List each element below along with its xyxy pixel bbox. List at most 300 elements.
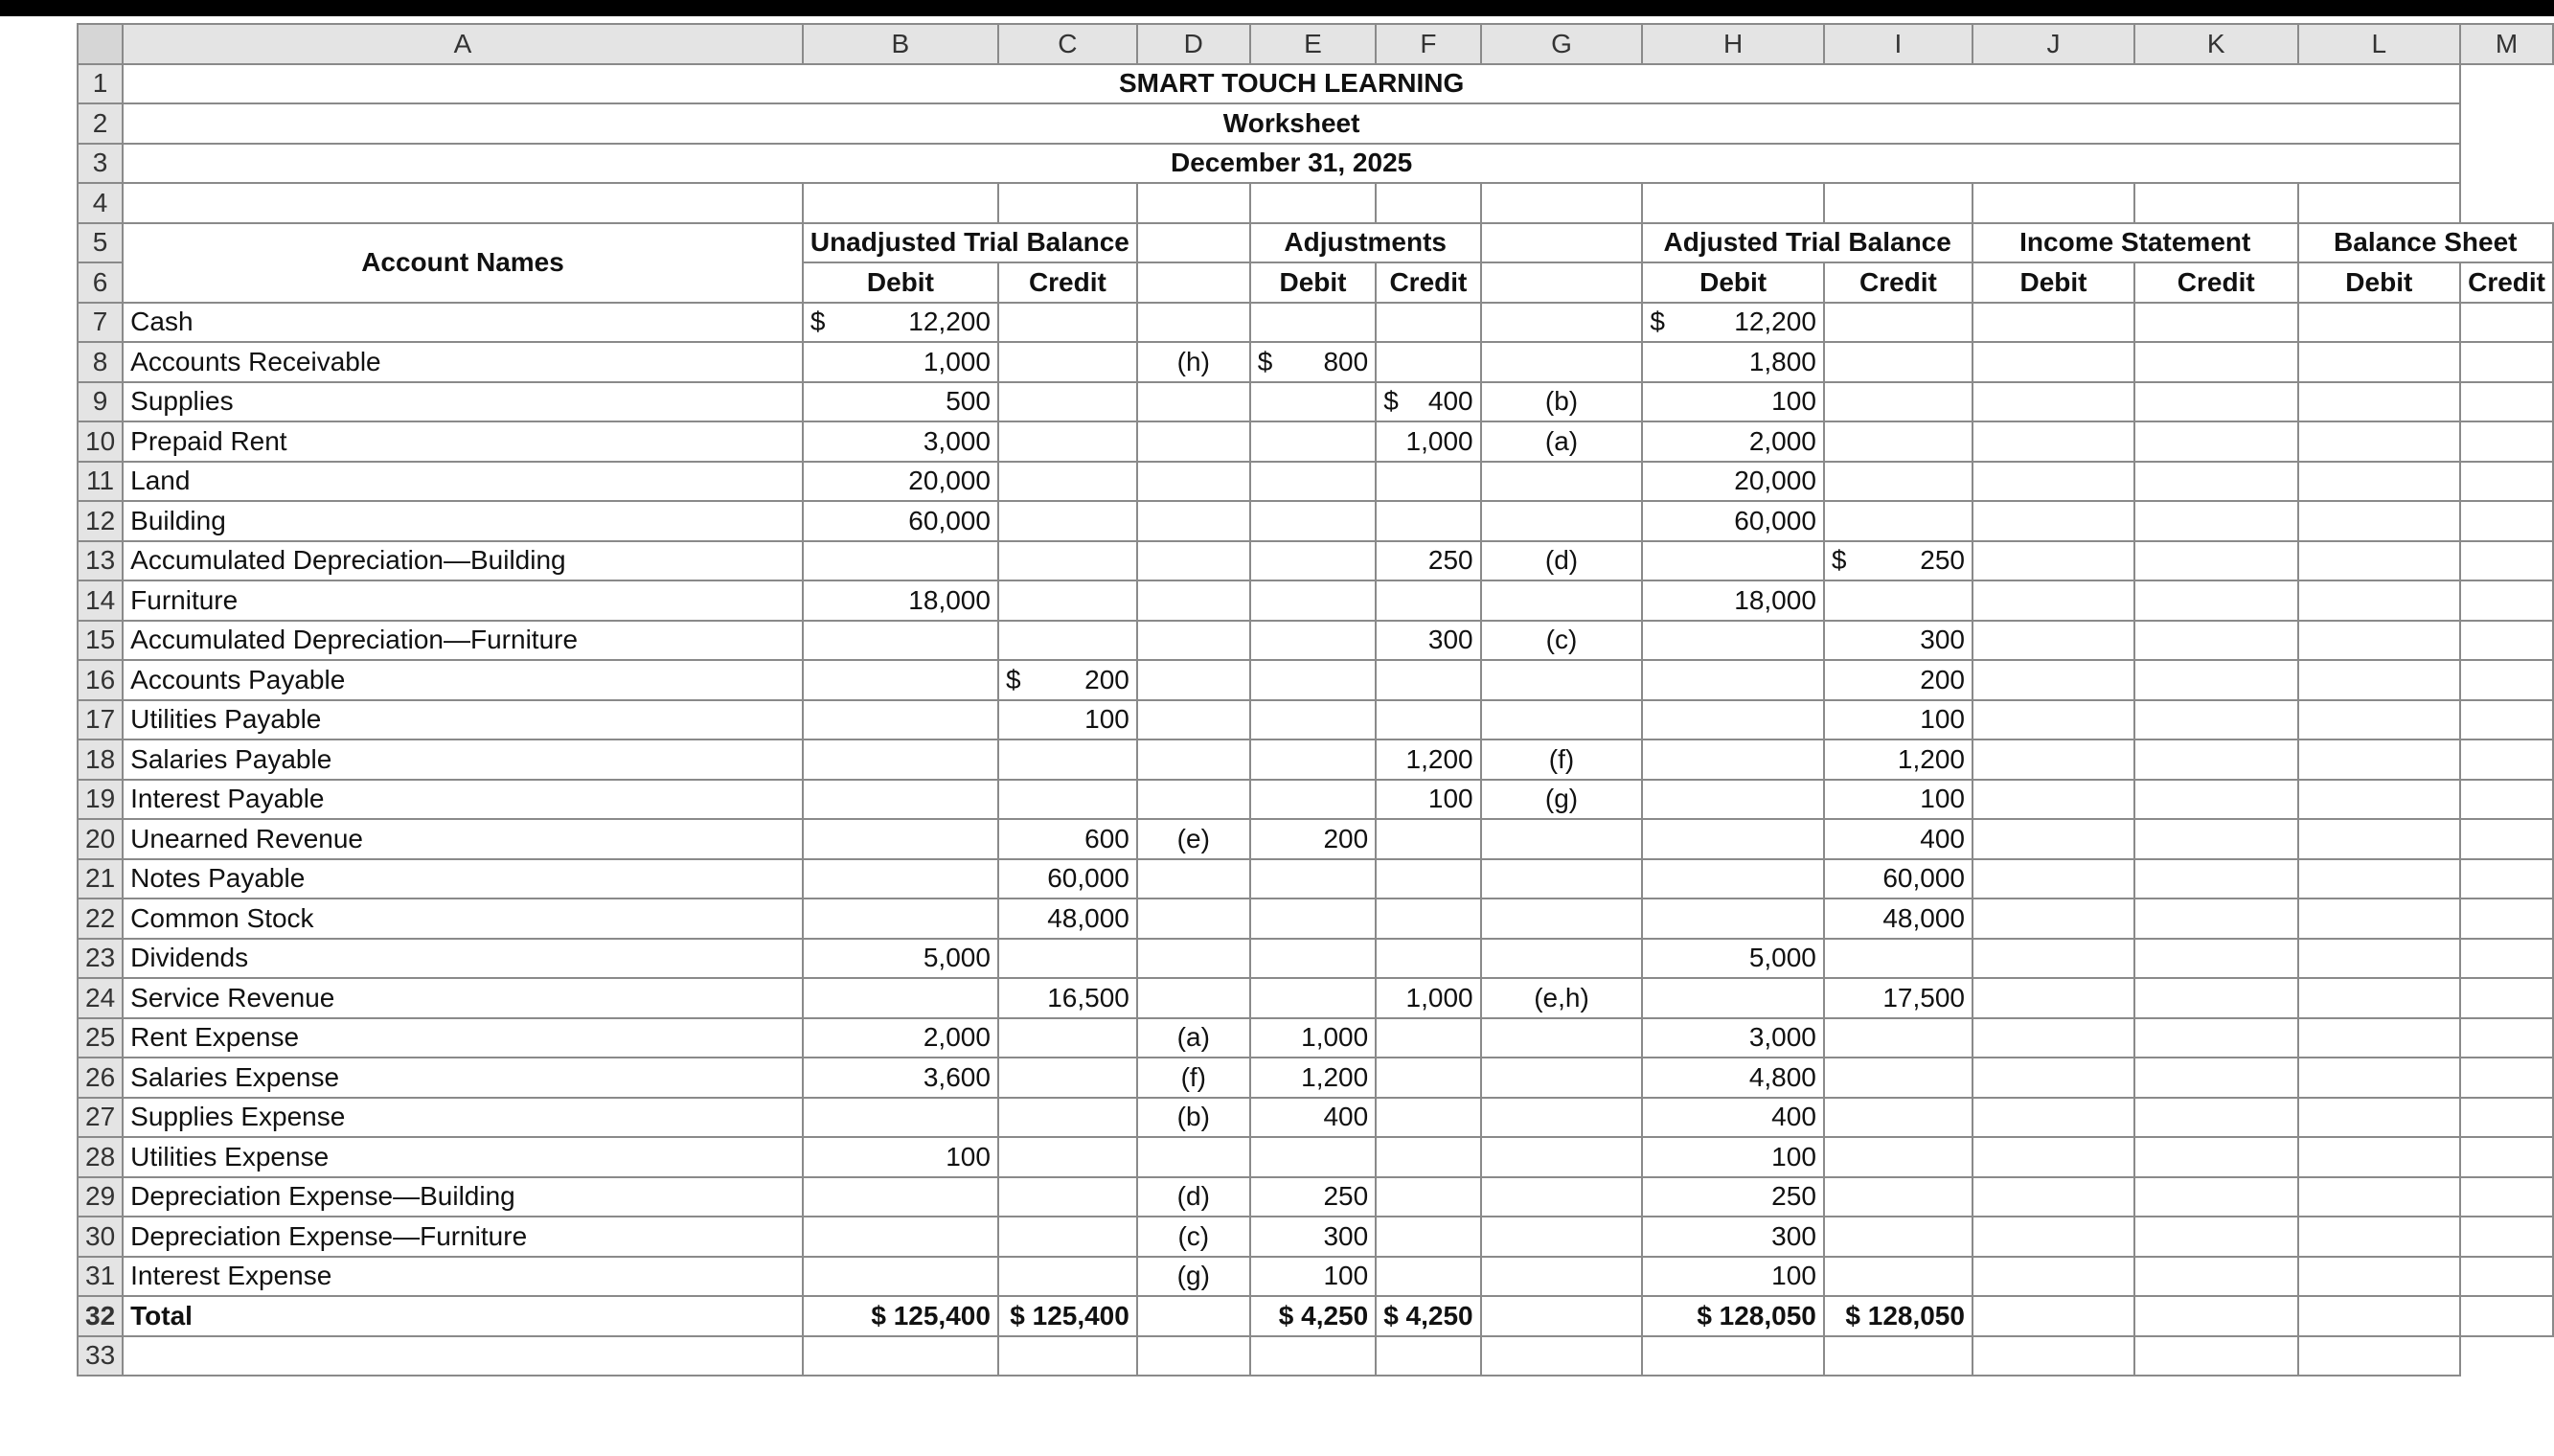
blank-cell[interactable] — [2460, 1137, 2553, 1177]
adjustment-ref-cell[interactable] — [1137, 1217, 1250, 1257]
total-unadjusted-debit[interactable] — [803, 1296, 998, 1336]
blank-cell[interactable] — [2298, 819, 2461, 859]
row-header[interactable]: 10 — [78, 421, 123, 462]
blank-cell[interactable] — [1973, 978, 2134, 1018]
adjustments-credit-cell[interactable] — [1376, 819, 1480, 859]
blank-cell[interactable] — [2460, 621, 2553, 661]
account-name-cell[interactable] — [123, 580, 803, 621]
account-name-cell[interactable] — [123, 739, 803, 780]
blank-cell[interactable] — [2460, 1177, 2553, 1217]
column-header-c[interactable]: C — [998, 24, 1137, 64]
row-header[interactable]: 26 — [78, 1058, 123, 1098]
blank-cell[interactable] — [2298, 660, 2461, 700]
blank-cell[interactable] — [2134, 700, 2298, 740]
adjustment-ref-cell[interactable] — [1137, 1137, 1250, 1177]
adjusted-credit-header[interactable] — [1824, 262, 1973, 303]
blank-cell[interactable] — [2460, 1058, 2553, 1098]
column-header-g[interactable]: G — [1481, 24, 1643, 64]
blank-cell[interactable] — [1973, 700, 2134, 740]
account-name-cell[interactable] — [123, 1058, 803, 1098]
unadjusted-debit-cell[interactable] — [803, 978, 998, 1018]
adjustment-ref-cell[interactable] — [1481, 303, 1643, 343]
adjusted-debit-cell[interactable] — [1642, 1098, 1824, 1138]
adjustments-credit-cell[interactable] — [1376, 421, 1480, 462]
blank-cell[interactable] — [2134, 978, 2298, 1018]
row-header[interactable]: 22 — [78, 899, 123, 939]
blank-cell[interactable] — [2298, 1058, 2461, 1098]
blank-cell[interactable] — [2134, 342, 2298, 382]
adjusted-debit-cell[interactable] — [1642, 1257, 1824, 1297]
account-name-cell[interactable] — [123, 899, 803, 939]
total-unadjusted-credit[interactable] — [998, 1296, 1137, 1336]
adjusted-credit-cell[interactable] — [1824, 382, 1973, 422]
blank-cell[interactable] — [2298, 700, 2461, 740]
blank-cell[interactable] — [2134, 1336, 2298, 1376]
adjustments-debit-cell[interactable] — [1250, 660, 1376, 700]
blank-cell[interactable] — [2460, 660, 2553, 700]
blank-cell[interactable] — [2298, 1098, 2461, 1138]
blank-cell[interactable] — [2134, 541, 2298, 581]
blank-cell[interactable] — [2134, 1058, 2298, 1098]
row-header[interactable]: 11 — [78, 462, 123, 502]
adjusted-credit-cell[interactable] — [1824, 621, 1973, 661]
row-header[interactable]: 20 — [78, 819, 123, 859]
blank-cell[interactable] — [2134, 621, 2298, 661]
blank-cell[interactable] — [2460, 859, 2553, 899]
blank-cell[interactable] — [2134, 660, 2298, 700]
blank-cell[interactable] — [2298, 939, 2461, 979]
adjustments-debit-cell[interactable] — [1250, 899, 1376, 939]
adjustment-ref-cell[interactable] — [1137, 780, 1250, 820]
unadjusted-credit-cell[interactable] — [998, 501, 1137, 541]
row-header[interactable]: 21 — [78, 859, 123, 899]
adjustment-ref-cell[interactable] — [1481, 660, 1643, 700]
unadjusted-debit-cell[interactable] — [803, 1058, 998, 1098]
unadjusted-credit-cell[interactable] — [998, 342, 1137, 382]
blank-cell[interactable] — [2134, 501, 2298, 541]
adjustments-debit-cell[interactable] — [1250, 739, 1376, 780]
blank-cell[interactable] — [1973, 739, 2134, 780]
adjustments-debit-cell[interactable] — [1250, 501, 1376, 541]
blank-cell[interactable] — [1137, 223, 1250, 263]
row-header[interactable]: 2 — [78, 103, 123, 144]
adjustment-ref-cell[interactable] — [1481, 700, 1643, 740]
adjustments-credit-cell[interactable] — [1376, 1098, 1480, 1138]
adjustments-debit-cell[interactable] — [1250, 421, 1376, 462]
select-all-corner[interactable] — [78, 24, 123, 64]
adjusted-debit-cell[interactable] — [1642, 1058, 1824, 1098]
adjustments-debit-cell[interactable] — [1250, 978, 1376, 1018]
blank-cell[interactable] — [2134, 1296, 2298, 1336]
adjusted-debit-cell[interactable] — [1642, 501, 1824, 541]
adjustments-credit-cell[interactable] — [1376, 859, 1480, 899]
adjusted-debit-cell[interactable] — [1642, 541, 1824, 581]
adjusted-debit-cell[interactable] — [1642, 421, 1824, 462]
row-header[interactable]: 19 — [78, 780, 123, 820]
adjustments-debit-cell[interactable] — [1250, 1137, 1376, 1177]
blank-cell[interactable] — [2134, 859, 2298, 899]
blank-cell[interactable] — [2134, 780, 2298, 820]
adjustment-ref-cell[interactable] — [1137, 462, 1250, 502]
blank-cell[interactable] — [2298, 1137, 2461, 1177]
unadjusted-credit-cell[interactable] — [998, 382, 1137, 422]
blank-cell[interactable] — [1973, 303, 2134, 343]
blank-cell[interactable] — [1137, 1336, 1250, 1376]
unadjusted-credit-cell[interactable] — [998, 1058, 1137, 1098]
unadjusted-credit-cell[interactable] — [998, 780, 1137, 820]
adjusted-credit-cell[interactable] — [1824, 342, 1973, 382]
adjustment-ref-cell[interactable] — [1137, 1058, 1250, 1098]
blank-cell[interactable] — [1973, 462, 2134, 502]
column-header-a[interactable]: A — [123, 24, 803, 64]
blank-cell[interactable] — [1481, 262, 1643, 303]
adjustment-ref-cell[interactable] — [1481, 899, 1643, 939]
adjustments-debit-cell[interactable] — [1250, 780, 1376, 820]
balance-credit-header[interactable] — [2460, 262, 2553, 303]
blank-cell[interactable] — [2298, 859, 2461, 899]
adjusted-credit-cell[interactable] — [1824, 939, 1973, 979]
blank-cell[interactable] — [1973, 819, 2134, 859]
blank-cell[interactable] — [2460, 462, 2553, 502]
blank-cell[interactable] — [2134, 183, 2298, 223]
blank-cell[interactable] — [2134, 939, 2298, 979]
account-name-cell[interactable] — [123, 303, 803, 343]
account-name-cell[interactable] — [123, 1257, 803, 1297]
adjusted-credit-cell[interactable] — [1824, 1058, 1973, 1098]
adjusted-credit-cell[interactable] — [1824, 1217, 1973, 1257]
adjustment-ref-cell[interactable] — [1137, 939, 1250, 979]
column-header-m[interactable]: M — [2460, 24, 2553, 64]
adjustments-credit-cell[interactable] — [1376, 660, 1480, 700]
adjustment-ref-cell[interactable] — [1481, 1058, 1643, 1098]
adjustments-credit-cell[interactable] — [1376, 580, 1480, 621]
adjustment-ref-cell[interactable] — [1481, 739, 1643, 780]
adjustments-debit-cell[interactable] — [1250, 462, 1376, 502]
adjustment-ref-cell[interactable] — [1481, 1257, 1643, 1297]
total-adjusted-credit[interactable] — [1824, 1296, 1973, 1336]
blank-cell[interactable] — [2298, 382, 2461, 422]
income-credit-header[interactable] — [2134, 262, 2298, 303]
unadjusted-debit-cell[interactable] — [803, 780, 998, 820]
blank-cell[interactable] — [1973, 1217, 2134, 1257]
row-header[interactable]: 31 — [78, 1257, 123, 1297]
adjustments-credit-cell[interactable] — [1376, 1257, 1480, 1297]
unadjusted-credit-cell[interactable] — [998, 421, 1137, 462]
adjustments-debit-cell[interactable] — [1250, 342, 1376, 382]
adjusted-debit-cell[interactable] — [1642, 819, 1824, 859]
blank-cell[interactable] — [1481, 1336, 1643, 1376]
blank-cell[interactable] — [2460, 939, 2553, 979]
adjustments-debit-cell[interactable] — [1250, 859, 1376, 899]
blank-cell[interactable] — [803, 183, 998, 223]
blank-cell[interactable] — [1824, 1336, 1973, 1376]
unadjusted-debit-cell[interactable] — [803, 303, 998, 343]
adjusted-credit-cell[interactable] — [1824, 303, 1973, 343]
balance-sheet-header[interactable] — [2298, 223, 2553, 263]
adjustment-ref-cell[interactable] — [1481, 342, 1643, 382]
unadjusted-credit-cell[interactable] — [998, 739, 1137, 780]
blank-cell[interactable] — [2134, 1098, 2298, 1138]
adjustments-credit-cell[interactable] — [1376, 501, 1480, 541]
account-name-cell[interactable] — [123, 342, 803, 382]
adjustment-ref-cell[interactable] — [1137, 819, 1250, 859]
adjustments-credit-cell[interactable] — [1376, 939, 1480, 979]
account-name-cell[interactable] — [123, 700, 803, 740]
adjusted-debit-cell[interactable] — [1642, 939, 1824, 979]
blank-cell[interactable] — [2298, 1336, 2461, 1376]
unadjusted-debit-cell[interactable] — [803, 859, 998, 899]
blank-cell[interactable] — [2298, 1257, 2461, 1297]
adjusted-debit-cell[interactable] — [1642, 700, 1824, 740]
blank-cell[interactable] — [2298, 899, 2461, 939]
row-header[interactable]: 18 — [78, 739, 123, 780]
adjusted-credit-cell[interactable] — [1824, 580, 1973, 621]
adjusted-debit-cell[interactable] — [1642, 780, 1824, 820]
blank-cell[interactable] — [803, 1336, 998, 1376]
blank-cell[interactable] — [1973, 183, 2134, 223]
adjustments-credit-cell[interactable] — [1376, 1018, 1480, 1058]
row-header[interactable]: 25 — [78, 1018, 123, 1058]
account-name-cell[interactable] — [123, 541, 803, 581]
adjustment-ref-cell[interactable] — [1481, 819, 1643, 859]
adjustment-ref-cell[interactable] — [1481, 621, 1643, 661]
column-header-l[interactable]: L — [2298, 24, 2461, 64]
blank-cell[interactable] — [2134, 1217, 2298, 1257]
adjustment-ref-cell[interactable] — [1137, 342, 1250, 382]
unadjusted-credit-cell[interactable] — [998, 541, 1137, 581]
unadjusted-debit-cell[interactable] — [803, 1098, 998, 1138]
adjustments-credit-cell[interactable] — [1376, 621, 1480, 661]
adjustment-ref-cell[interactable] — [1481, 1018, 1643, 1058]
account-name-cell[interactable] — [123, 421, 803, 462]
blank-cell[interactable] — [998, 1336, 1137, 1376]
blank-cell[interactable] — [2134, 421, 2298, 462]
adjustments-credit-cell[interactable] — [1376, 1217, 1480, 1257]
row-header[interactable]: 14 — [78, 580, 123, 621]
row-header[interactable]: 4 — [78, 183, 123, 223]
adjustments-debit-header[interactable] — [1250, 262, 1376, 303]
adjustment-ref-cell[interactable] — [1481, 1177, 1643, 1217]
blank-cell[interactable] — [1481, 183, 1643, 223]
unadjusted-debit-cell[interactable] — [803, 1257, 998, 1297]
unadjusted-credit-cell[interactable] — [998, 1217, 1137, 1257]
blank-cell[interactable] — [2134, 1018, 2298, 1058]
blank-cell[interactable] — [2298, 978, 2461, 1018]
unadjusted-debit-cell[interactable] — [803, 541, 998, 581]
blank-cell[interactable] — [2298, 462, 2461, 502]
adjustment-ref-cell[interactable] — [1481, 421, 1643, 462]
blank-cell[interactable] — [2298, 621, 2461, 661]
adjustments-credit-cell[interactable] — [1376, 1177, 1480, 1217]
adjustment-ref-cell[interactable] — [1137, 978, 1250, 1018]
blank-cell[interactable] — [1824, 183, 1973, 223]
adjustments-credit-cell[interactable] — [1376, 303, 1480, 343]
adjusted-debit-cell[interactable] — [1642, 739, 1824, 780]
blank-cell[interactable] — [2298, 541, 2461, 581]
account-name-cell[interactable] — [123, 1137, 803, 1177]
blank-cell[interactable] — [1973, 580, 2134, 621]
title-company[interactable] — [123, 64, 2460, 104]
adjusted-debit-cell[interactable] — [1642, 859, 1824, 899]
blank-cell[interactable] — [2460, 580, 2553, 621]
unadjusted-credit-cell[interactable] — [998, 899, 1137, 939]
blank-cell[interactable] — [2134, 739, 2298, 780]
blank-cell[interactable] — [1973, 660, 2134, 700]
row-header[interactable]: 8 — [78, 342, 123, 382]
unadjusted-debit-cell[interactable] — [803, 462, 998, 502]
adjustment-ref-cell[interactable] — [1481, 501, 1643, 541]
blank-cell[interactable] — [1973, 621, 2134, 661]
unadjusted-debit-cell[interactable] — [803, 1137, 998, 1177]
adjustment-ref-cell[interactable] — [1137, 303, 1250, 343]
blank-cell[interactable] — [2298, 1177, 2461, 1217]
blank-cell[interactable] — [123, 1336, 803, 1376]
adjustments-debit-cell[interactable] — [1250, 1217, 1376, 1257]
column-header-k[interactable]: K — [2134, 24, 2298, 64]
adjustment-ref-cell[interactable] — [1137, 501, 1250, 541]
blank-cell[interactable] — [998, 183, 1137, 223]
unadjusted-credit-cell[interactable] — [998, 621, 1137, 661]
adjustment-ref-cell[interactable] — [1137, 700, 1250, 740]
adjustments-debit-cell[interactable] — [1250, 1098, 1376, 1138]
blank-cell[interactable] — [1642, 1336, 1824, 1376]
adjustments-credit-cell[interactable] — [1376, 382, 1480, 422]
unadjusted-credit-cell[interactable] — [998, 580, 1137, 621]
row-header[interactable]: 9 — [78, 382, 123, 422]
adjusted-credit-cell[interactable] — [1824, 1137, 1973, 1177]
adjustments-debit-cell[interactable] — [1250, 541, 1376, 581]
blank-cell[interactable] — [1376, 183, 1480, 223]
adjusted-credit-cell[interactable] — [1824, 819, 1973, 859]
adjusted-debit-cell[interactable] — [1642, 978, 1824, 1018]
adjusted-credit-cell[interactable] — [1824, 978, 1973, 1018]
adjustments-debit-cell[interactable] — [1250, 1018, 1376, 1058]
column-header-e[interactable]: E — [1250, 24, 1376, 64]
adjusted-debit-cell[interactable] — [1642, 621, 1824, 661]
blank-cell[interactable] — [1642, 183, 1824, 223]
blank-cell[interactable] — [1481, 223, 1643, 263]
blank-cell[interactable] — [1973, 382, 2134, 422]
adjustments-debit-cell[interactable] — [1250, 1058, 1376, 1098]
row-header[interactable]: 15 — [78, 621, 123, 661]
blank-cell[interactable] — [2134, 382, 2298, 422]
unadjusted-credit-cell[interactable] — [998, 1098, 1137, 1138]
blank-cell[interactable] — [2298, 501, 2461, 541]
adjustment-ref-cell[interactable] — [1137, 1177, 1250, 1217]
blank-cell[interactable] — [2298, 421, 2461, 462]
adjusted-debit-cell[interactable] — [1642, 342, 1824, 382]
unadjusted-debit-cell[interactable] — [803, 660, 998, 700]
account-name-cell[interactable] — [123, 859, 803, 899]
row-header[interactable]: 1 — [78, 64, 123, 104]
unadjusted-credit-cell[interactable] — [998, 660, 1137, 700]
adjusted-credit-cell[interactable] — [1824, 1257, 1973, 1297]
adjusted-credit-cell[interactable] — [1824, 1018, 1973, 1058]
account-name-cell[interactable] — [123, 819, 803, 859]
adjustment-ref-cell[interactable] — [1137, 660, 1250, 700]
adjustment-ref-cell[interactable] — [1481, 780, 1643, 820]
unadjusted-debit-cell[interactable] — [803, 899, 998, 939]
unadjusted-debit-cell[interactable] — [803, 621, 998, 661]
adjusted-debit-cell[interactable] — [1642, 660, 1824, 700]
blank-cell[interactable] — [2460, 342, 2553, 382]
blank-cell[interactable] — [2460, 303, 2553, 343]
blank-cell[interactable] — [2460, 1217, 2553, 1257]
blank-cell[interactable] — [2134, 899, 2298, 939]
row-header[interactable]: 23 — [78, 939, 123, 979]
adjusted-debit-cell[interactable] — [1642, 1018, 1824, 1058]
blank-cell[interactable] — [2460, 780, 2553, 820]
adjustment-ref-cell[interactable] — [1481, 382, 1643, 422]
column-header-j[interactable]: J — [1973, 24, 2134, 64]
blank-cell[interactable] — [1137, 262, 1250, 303]
blank-cell[interactable] — [2460, 382, 2553, 422]
blank-cell[interactable] — [1973, 421, 2134, 462]
blank-cell[interactable] — [1973, 899, 2134, 939]
blank-cell[interactable] — [1250, 183, 1376, 223]
adjusted-credit-cell[interactable] — [1824, 541, 1973, 581]
blank-cell[interactable] — [1973, 541, 2134, 581]
unadjusted-debit-cell[interactable] — [803, 421, 998, 462]
adjustment-ref-cell[interactable] — [1137, 1098, 1250, 1138]
unadjusted-credit-cell[interactable] — [998, 700, 1137, 740]
adjustments-header[interactable] — [1250, 223, 1481, 263]
blank-cell[interactable] — [2298, 303, 2461, 343]
account-names-header[interactable] — [123, 223, 803, 303]
column-header-d[interactable]: D — [1137, 24, 1250, 64]
adjustments-credit-cell[interactable] — [1376, 342, 1480, 382]
adjusted-debit-cell[interactable] — [1642, 1177, 1824, 1217]
blank-cell[interactable] — [1973, 859, 2134, 899]
account-name-cell[interactable] — [123, 382, 803, 422]
column-header-b[interactable]: B — [803, 24, 998, 64]
account-name-cell[interactable] — [123, 1217, 803, 1257]
adjustment-ref-cell[interactable] — [1137, 580, 1250, 621]
account-name-cell[interactable] — [123, 1177, 803, 1217]
total-adjusted-debit[interactable] — [1642, 1296, 1824, 1336]
blank-cell[interactable] — [2298, 739, 2461, 780]
adjustment-ref-cell[interactable] — [1481, 978, 1643, 1018]
blank-cell[interactable] — [2298, 1018, 2461, 1058]
blank-cell[interactable] — [1137, 1296, 1250, 1336]
adjusted-debit-cell[interactable] — [1642, 580, 1824, 621]
unadjusted-debit-cell[interactable] — [803, 819, 998, 859]
unadjusted-debit-cell[interactable] — [803, 1177, 998, 1217]
adjustments-debit-cell[interactable] — [1250, 621, 1376, 661]
unadjusted-debit-cell[interactable] — [803, 382, 998, 422]
adjustment-ref-cell[interactable] — [1137, 899, 1250, 939]
blank-cell[interactable] — [1973, 1257, 2134, 1297]
income-debit-header[interactable] — [1973, 262, 2134, 303]
blank-cell[interactable] — [2460, 978, 2553, 1018]
row-header[interactable]: 27 — [78, 1098, 123, 1138]
adjusted-debit-cell[interactable] — [1642, 1217, 1824, 1257]
balance-debit-header[interactable] — [2298, 262, 2461, 303]
blank-cell[interactable] — [2298, 780, 2461, 820]
adjustment-ref-cell[interactable] — [1137, 541, 1250, 581]
adjustments-credit-header[interactable] — [1376, 262, 1480, 303]
blank-cell[interactable] — [2298, 1296, 2461, 1336]
blank-cell[interactable] — [2134, 303, 2298, 343]
blank-cell[interactable] — [2298, 580, 2461, 621]
unadjusted-debit-cell[interactable] — [803, 939, 998, 979]
blank-cell[interactable] — [1376, 1336, 1480, 1376]
unadjusted-credit-cell[interactable] — [998, 1257, 1137, 1297]
row-header[interactable]: 12 — [78, 501, 123, 541]
blank-cell[interactable] — [2460, 541, 2553, 581]
adjusted-credit-cell[interactable] — [1824, 780, 1973, 820]
account-name-cell[interactable] — [123, 780, 803, 820]
